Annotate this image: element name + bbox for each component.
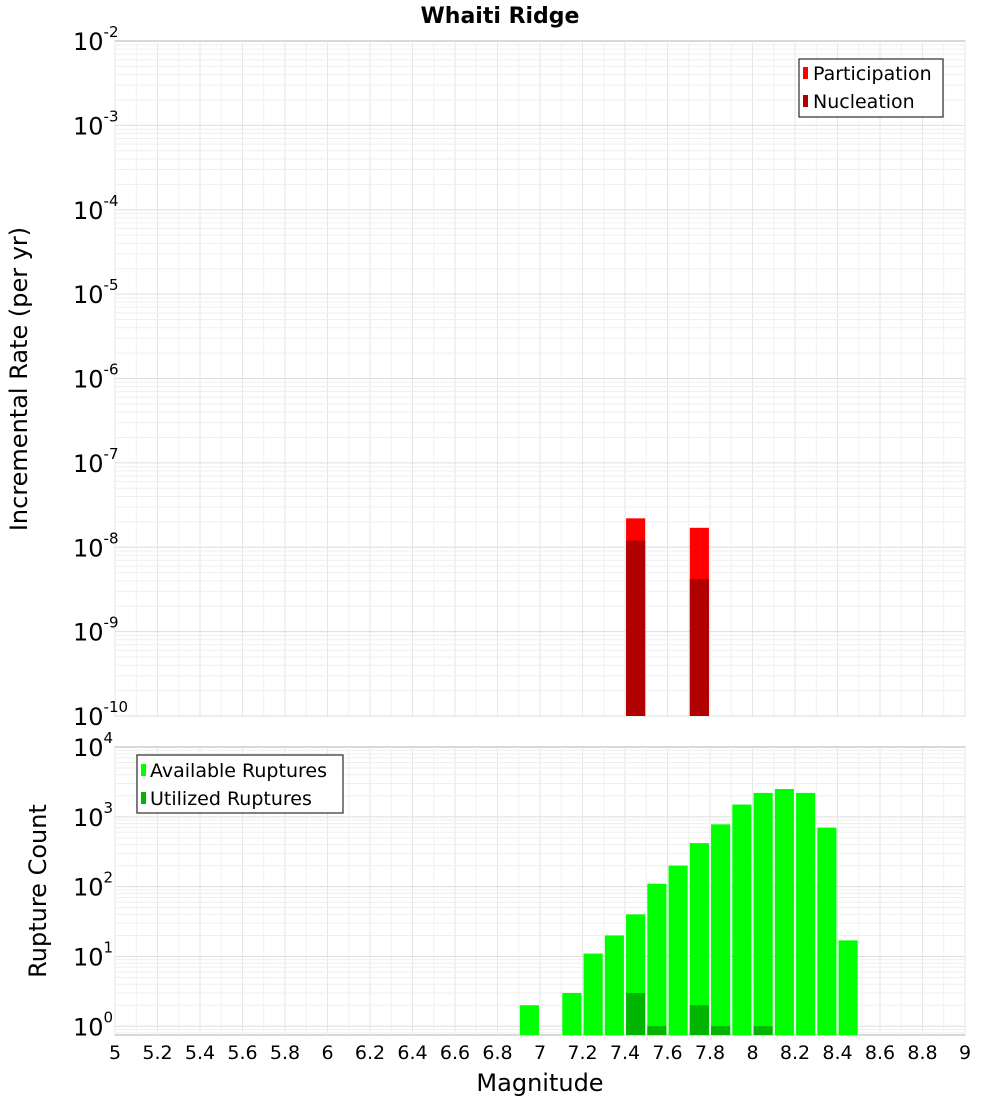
bottom-x-ticks (109, 1042, 971, 1064)
x-tick-label: 6 (321, 1042, 334, 1064)
bar-available-ruptures (605, 935, 624, 1035)
bar-overlay-utilized-ruptures (754, 1026, 773, 1035)
bar-available-ruptures (520, 1005, 539, 1035)
legend-label-utilized: Utilized Ruptures (150, 788, 312, 810)
legend-swatch-utilized (141, 792, 146, 804)
y-tick-label: $10^{-9}$ (73, 613, 119, 647)
y-tick-label: $10^{-8}$ (73, 529, 119, 563)
chart-title: Whaiti Ridge (420, 4, 580, 29)
y-tick-label: $10^{-7}$ (73, 444, 119, 478)
y-tick-label: $10^4$ (73, 729, 114, 762)
x-tick-label: 5.8 (269, 1042, 301, 1064)
legend-label-nucleation: Nucleation (813, 91, 915, 113)
bar-overlay-utilized-ruptures (647, 1026, 666, 1035)
x-tick-label: 6.4 (397, 1042, 428, 1064)
x-tick-label: 7.6 (652, 1042, 683, 1064)
legend-swatch-participation (803, 67, 808, 79)
bar-overlay-nucleation (626, 541, 645, 716)
bar-available-ruptures (775, 789, 794, 1035)
bar-available-ruptures (711, 824, 730, 1035)
y-tick-label: $10^3$ (73, 798, 114, 832)
legend-label-participation: Participation (813, 63, 932, 85)
x-tick-label: 7.4 (609, 1042, 641, 1064)
x-tick-label: 8.4 (822, 1042, 853, 1064)
bottom-y-ticks (73, 729, 113, 1041)
x-tick-label: 6.2 (354, 1042, 386, 1064)
bottom-legend (137, 755, 343, 813)
x-tick-label: 8.2 (779, 1042, 811, 1064)
top-y-axis-label: Incremental Rate (per yr) (5, 226, 33, 532)
bar-overlay-utilized-ruptures (711, 1026, 730, 1035)
bar-available-ruptures (796, 793, 815, 1035)
top-legend (799, 59, 943, 117)
y-tick-label: $10^{-3}$ (73, 107, 119, 141)
x-tick-label: 8 (746, 1042, 759, 1064)
bar-available-ruptures (817, 828, 836, 1035)
top-panel (5, 23, 965, 731)
y-tick-label: $10^1$ (73, 938, 114, 972)
bar-available-ruptures (669, 866, 688, 1035)
top-grid (115, 41, 965, 716)
x-tick-label: 8.8 (907, 1042, 938, 1064)
x-tick-label: 7.2 (567, 1042, 598, 1064)
y-tick-label: $10^{-6}$ (73, 360, 119, 394)
y-tick-label: $10^{-2}$ (73, 23, 119, 56)
bar-available-ruptures (647, 884, 666, 1035)
bar-available-ruptures (732, 805, 751, 1035)
y-tick-label: $10^2$ (73, 868, 114, 902)
legend-swatch-nucleation (803, 95, 808, 107)
x-tick-label: 5 (108, 1042, 122, 1064)
bar-overlay-nucleation (690, 579, 709, 716)
bar-available-ruptures (839, 940, 858, 1035)
bar-available-ruptures (562, 993, 581, 1035)
bar-available-ruptures (754, 793, 773, 1035)
legend-label-available: Available Ruptures (150, 760, 327, 782)
x-tick-label: 8.6 (864, 1042, 896, 1064)
x-tick-label: 9 (958, 1042, 972, 1064)
y-tick-label: $10^0$ (73, 1008, 114, 1042)
bar-overlay-utilized-ruptures (626, 993, 645, 1035)
x-axis-label: Magnitude (476, 1069, 604, 1097)
bottom-panel (24, 729, 971, 1097)
x-tick-label: 6.8 (482, 1042, 513, 1064)
x-tick-label: 6.6 (439, 1042, 471, 1064)
x-tick-label: 7 (533, 1042, 547, 1064)
x-tick-label: 7.8 (694, 1042, 726, 1064)
legend-swatch-available (141, 764, 146, 776)
x-tick-label: 5.2 (142, 1042, 173, 1064)
y-tick-label: $10^{-5}$ (73, 276, 119, 310)
x-tick-label: 5.4 (184, 1042, 216, 1064)
bar-overlay-utilized-ruptures (690, 1005, 709, 1035)
x-tick-label: 5.6 (227, 1042, 258, 1064)
bottom-y-axis-label: Rupture Count (24, 804, 52, 978)
y-tick-label: $10^{-10}$ (73, 698, 129, 731)
bar-available-ruptures (584, 954, 603, 1035)
y-tick-label: $10^{-4}$ (73, 191, 119, 225)
